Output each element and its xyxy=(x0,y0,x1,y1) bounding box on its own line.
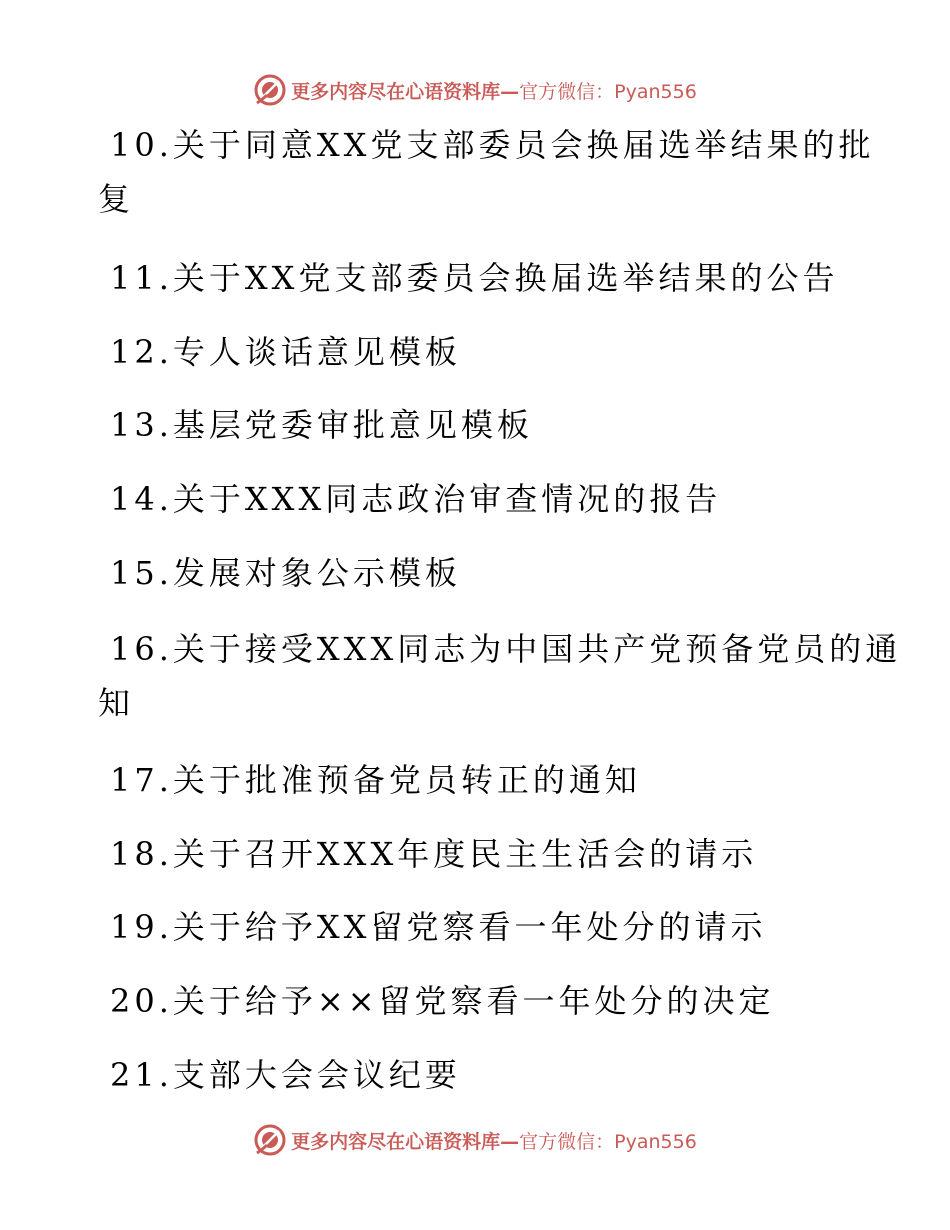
list-item xyxy=(98,546,878,600)
list-item xyxy=(98,827,878,881)
watermark-text xyxy=(291,77,697,104)
pen-logo-icon xyxy=(253,73,287,107)
list-item xyxy=(98,325,878,379)
list-item xyxy=(98,251,878,305)
item-text-continued: 知 xyxy=(98,684,135,722)
item-number: 17. xyxy=(110,761,173,799)
item-text: 关于给予××留党察看一年处分的决定 xyxy=(172,982,775,1020)
list-item xyxy=(98,118,878,226)
watermark-wechat: 官方微信：Pyan556 xyxy=(519,1130,697,1153)
item-number: 18. xyxy=(110,835,173,873)
list-item xyxy=(98,472,878,526)
item-number: 19. xyxy=(110,908,173,946)
watermark-brand: 更多内容尽在心语资料库 xyxy=(291,80,501,103)
item-number: 20. xyxy=(110,982,173,1020)
watermark-brand: 更多内容尽在心语资料库 xyxy=(291,1130,501,1153)
item-number: 10. xyxy=(110,126,173,164)
item-number: 13. xyxy=(110,406,173,444)
list-item xyxy=(98,900,878,954)
list-item xyxy=(98,974,878,1028)
item-number: 11. xyxy=(110,259,173,297)
item-text: 发展对象公示模板 xyxy=(172,554,461,592)
list-item xyxy=(98,398,878,452)
list-item xyxy=(98,622,902,730)
item-text: 关于召开XXX年度民主生活会的请示 xyxy=(172,835,758,873)
item-text: 支部大会会议纪要 xyxy=(172,1056,461,1094)
item-number: 12. xyxy=(110,333,173,371)
item-text: 专人谈话意见模板 xyxy=(172,333,461,371)
item-number: 15. xyxy=(110,554,173,592)
item-number: 21. xyxy=(110,1056,173,1094)
item-text: 关于XX党支部委员会换届选举结果的公告 xyxy=(172,259,839,297)
header-watermark xyxy=(0,70,950,110)
watermark-text xyxy=(291,1127,697,1154)
list-item xyxy=(98,753,878,807)
item-text: 关于同意XX党支部委员会换届选举结果的批 xyxy=(172,126,875,164)
item-text: 关于XXX同志政治审查情况的报告 xyxy=(172,480,722,518)
item-text: 关于接受XXX同志为中国共产党预备党员的通 xyxy=(172,630,902,668)
item-text: 基层党委审批意见模板 xyxy=(172,406,533,444)
watermark-dash: — xyxy=(500,80,520,103)
item-number: 16. xyxy=(110,630,173,668)
pen-logo-icon xyxy=(253,1123,287,1157)
footer-watermark xyxy=(0,1120,950,1160)
item-text: 关于给予XX留党察看一年处分的请示 xyxy=(172,908,767,946)
item-text: 关于批准预备党员转正的通知 xyxy=(172,761,641,799)
list-item xyxy=(98,1048,878,1102)
watermark-dash: — xyxy=(500,1130,520,1153)
watermark-wechat: 官方微信：Pyan556 xyxy=(519,80,697,103)
item-text-continued: 复 xyxy=(98,180,135,218)
item-number: 14. xyxy=(110,480,173,518)
